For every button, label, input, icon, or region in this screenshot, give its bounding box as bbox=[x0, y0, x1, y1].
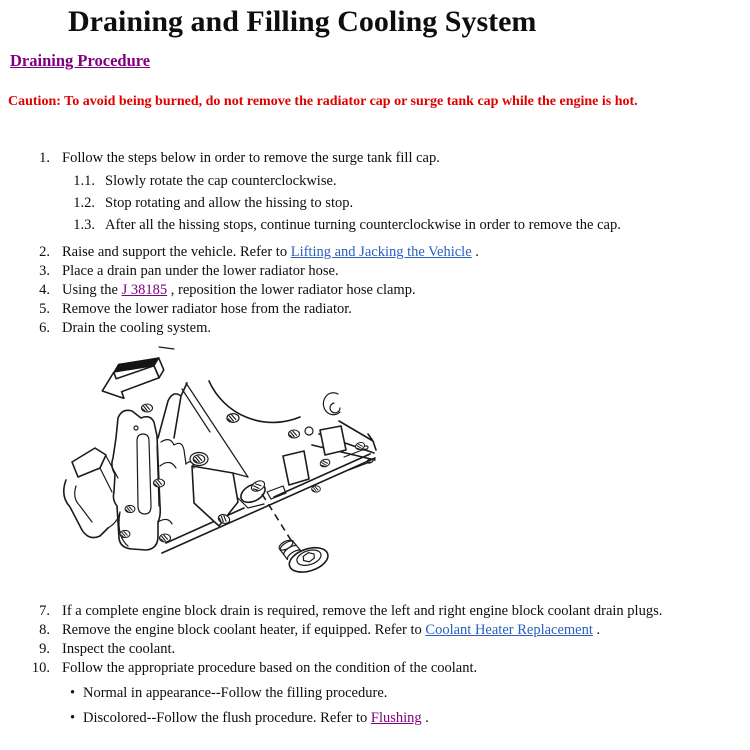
link-flushing[interactable]: Flushing bbox=[370, 710, 422, 726]
substep-row-1-2 bbox=[0, 194, 750, 212]
substep-number: 1.1. bbox=[73, 173, 95, 189]
step-text-post: . bbox=[592, 622, 601, 638]
step-number: 8. bbox=[39, 622, 50, 638]
block-top-line bbox=[159, 347, 174, 349]
step-text-pre: Using the bbox=[62, 282, 122, 298]
bullet-row-normal bbox=[70, 684, 750, 703]
step-row-5 bbox=[0, 300, 750, 319]
substep-number: 1.3. bbox=[73, 217, 95, 233]
step-number: 1. bbox=[39, 150, 50, 166]
substep-text: Slowly rotate the cap counterclockwise. bbox=[105, 173, 337, 189]
step-row-3 bbox=[0, 262, 750, 281]
step-row-7 bbox=[0, 602, 750, 621]
bullet-marker: • bbox=[70, 710, 76, 726]
step-text-pre: Remove the engine block coolant heater, if equipped. Refer to bbox=[62, 622, 426, 638]
step-row-10 bbox=[0, 659, 750, 678]
substep-row-1-1 bbox=[0, 172, 750, 190]
bullet-text-post: . bbox=[421, 710, 429, 726]
link-coolant-heater-replacement[interactable]: Coolant Heater Replacement bbox=[425, 622, 593, 638]
step-row-4 bbox=[0, 281, 750, 300]
section-heading bbox=[10, 51, 750, 72]
step-text: Remove the lower radiator hose from the radiator. bbox=[62, 301, 352, 317]
step-number: 6. bbox=[39, 320, 50, 336]
step-text: Place a drain pan under the lower radiator hose. bbox=[62, 263, 339, 279]
direction-arrow-icon bbox=[96, 351, 169, 404]
drain-plug-drawing bbox=[277, 529, 331, 578]
step-text: Follow the steps below in order to remove the surge tank fill cap. bbox=[62, 150, 440, 166]
step-text bbox=[50, 243, 479, 262]
step-number: 5. bbox=[39, 301, 50, 317]
step-number: 4. bbox=[39, 282, 50, 298]
engine-drain-plug-figure bbox=[62, 346, 407, 596]
document-page bbox=[0, 6, 750, 750]
pad-upper-right bbox=[320, 426, 346, 455]
bullet-text-pre: Discolored--Follow the flush procedure. Refer to bbox=[83, 710, 371, 726]
link-lifting-and-jacking-the-vehicle[interactable]: Lifting and Jacking the Vehicle bbox=[290, 244, 472, 260]
step-text-post: . bbox=[471, 244, 479, 260]
step-number: 7. bbox=[39, 603, 50, 619]
bullet-row-discolored bbox=[70, 709, 750, 728]
step-text bbox=[50, 621, 600, 640]
procedure-list bbox=[0, 149, 750, 728]
bullet-marker: • bbox=[70, 685, 76, 701]
step-number: 3. bbox=[39, 263, 50, 279]
substep-text: After all the hissing stops, continue turning counterclockwise in order to remove the cap. bbox=[105, 217, 621, 233]
step-row-9 bbox=[0, 640, 750, 659]
engine-block-drawing bbox=[62, 346, 407, 596]
step-row-2 bbox=[0, 243, 750, 262]
step-text-post: , reposition the lower radiator hose clamp. bbox=[167, 282, 416, 298]
step-number: 10. bbox=[31, 660, 50, 676]
bullet-text: Normal in appearance--Follow the filling procedure. bbox=[83, 685, 388, 701]
step-row-1 bbox=[0, 149, 750, 168]
step-row-6 bbox=[0, 319, 750, 338]
step-text: If a complete engine block drain is required, remove the left and right engine block coolant drain plugs. bbox=[62, 603, 663, 619]
draining-procedure-link[interactable]: Draining Procedure bbox=[10, 51, 151, 70]
step-number: 2. bbox=[39, 244, 50, 260]
pad-mid-right bbox=[283, 451, 309, 485]
page-title: Draining and Filling Cooling System bbox=[68, 5, 537, 38]
step-text: Inspect the coolant. bbox=[62, 641, 176, 657]
bell-housing-arc bbox=[209, 381, 300, 422]
step-text-pre: Raise and support the vehicle. Refer to bbox=[62, 244, 291, 260]
step-row-8 bbox=[0, 621, 750, 640]
bullet-text bbox=[83, 709, 429, 728]
substep-row-1-3 bbox=[0, 216, 750, 234]
step-number: 9. bbox=[39, 641, 50, 657]
link-j-38185[interactable]: J 38185 bbox=[121, 282, 168, 298]
caution-text: Caution: To avoid being burned, do not remove the radiator cap or surge tank cap while the engine is hot. bbox=[8, 94, 638, 109]
substep-number: 1.2. bbox=[73, 195, 95, 211]
substep-text: Stop rotating and allow the hissing to stop. bbox=[105, 195, 354, 211]
step-text: Follow the appropriate procedure based on the condition of the coolant. bbox=[62, 660, 478, 676]
step-text: Drain the cooling system. bbox=[62, 320, 212, 336]
pad-center bbox=[192, 466, 238, 526]
step-text bbox=[50, 281, 416, 300]
